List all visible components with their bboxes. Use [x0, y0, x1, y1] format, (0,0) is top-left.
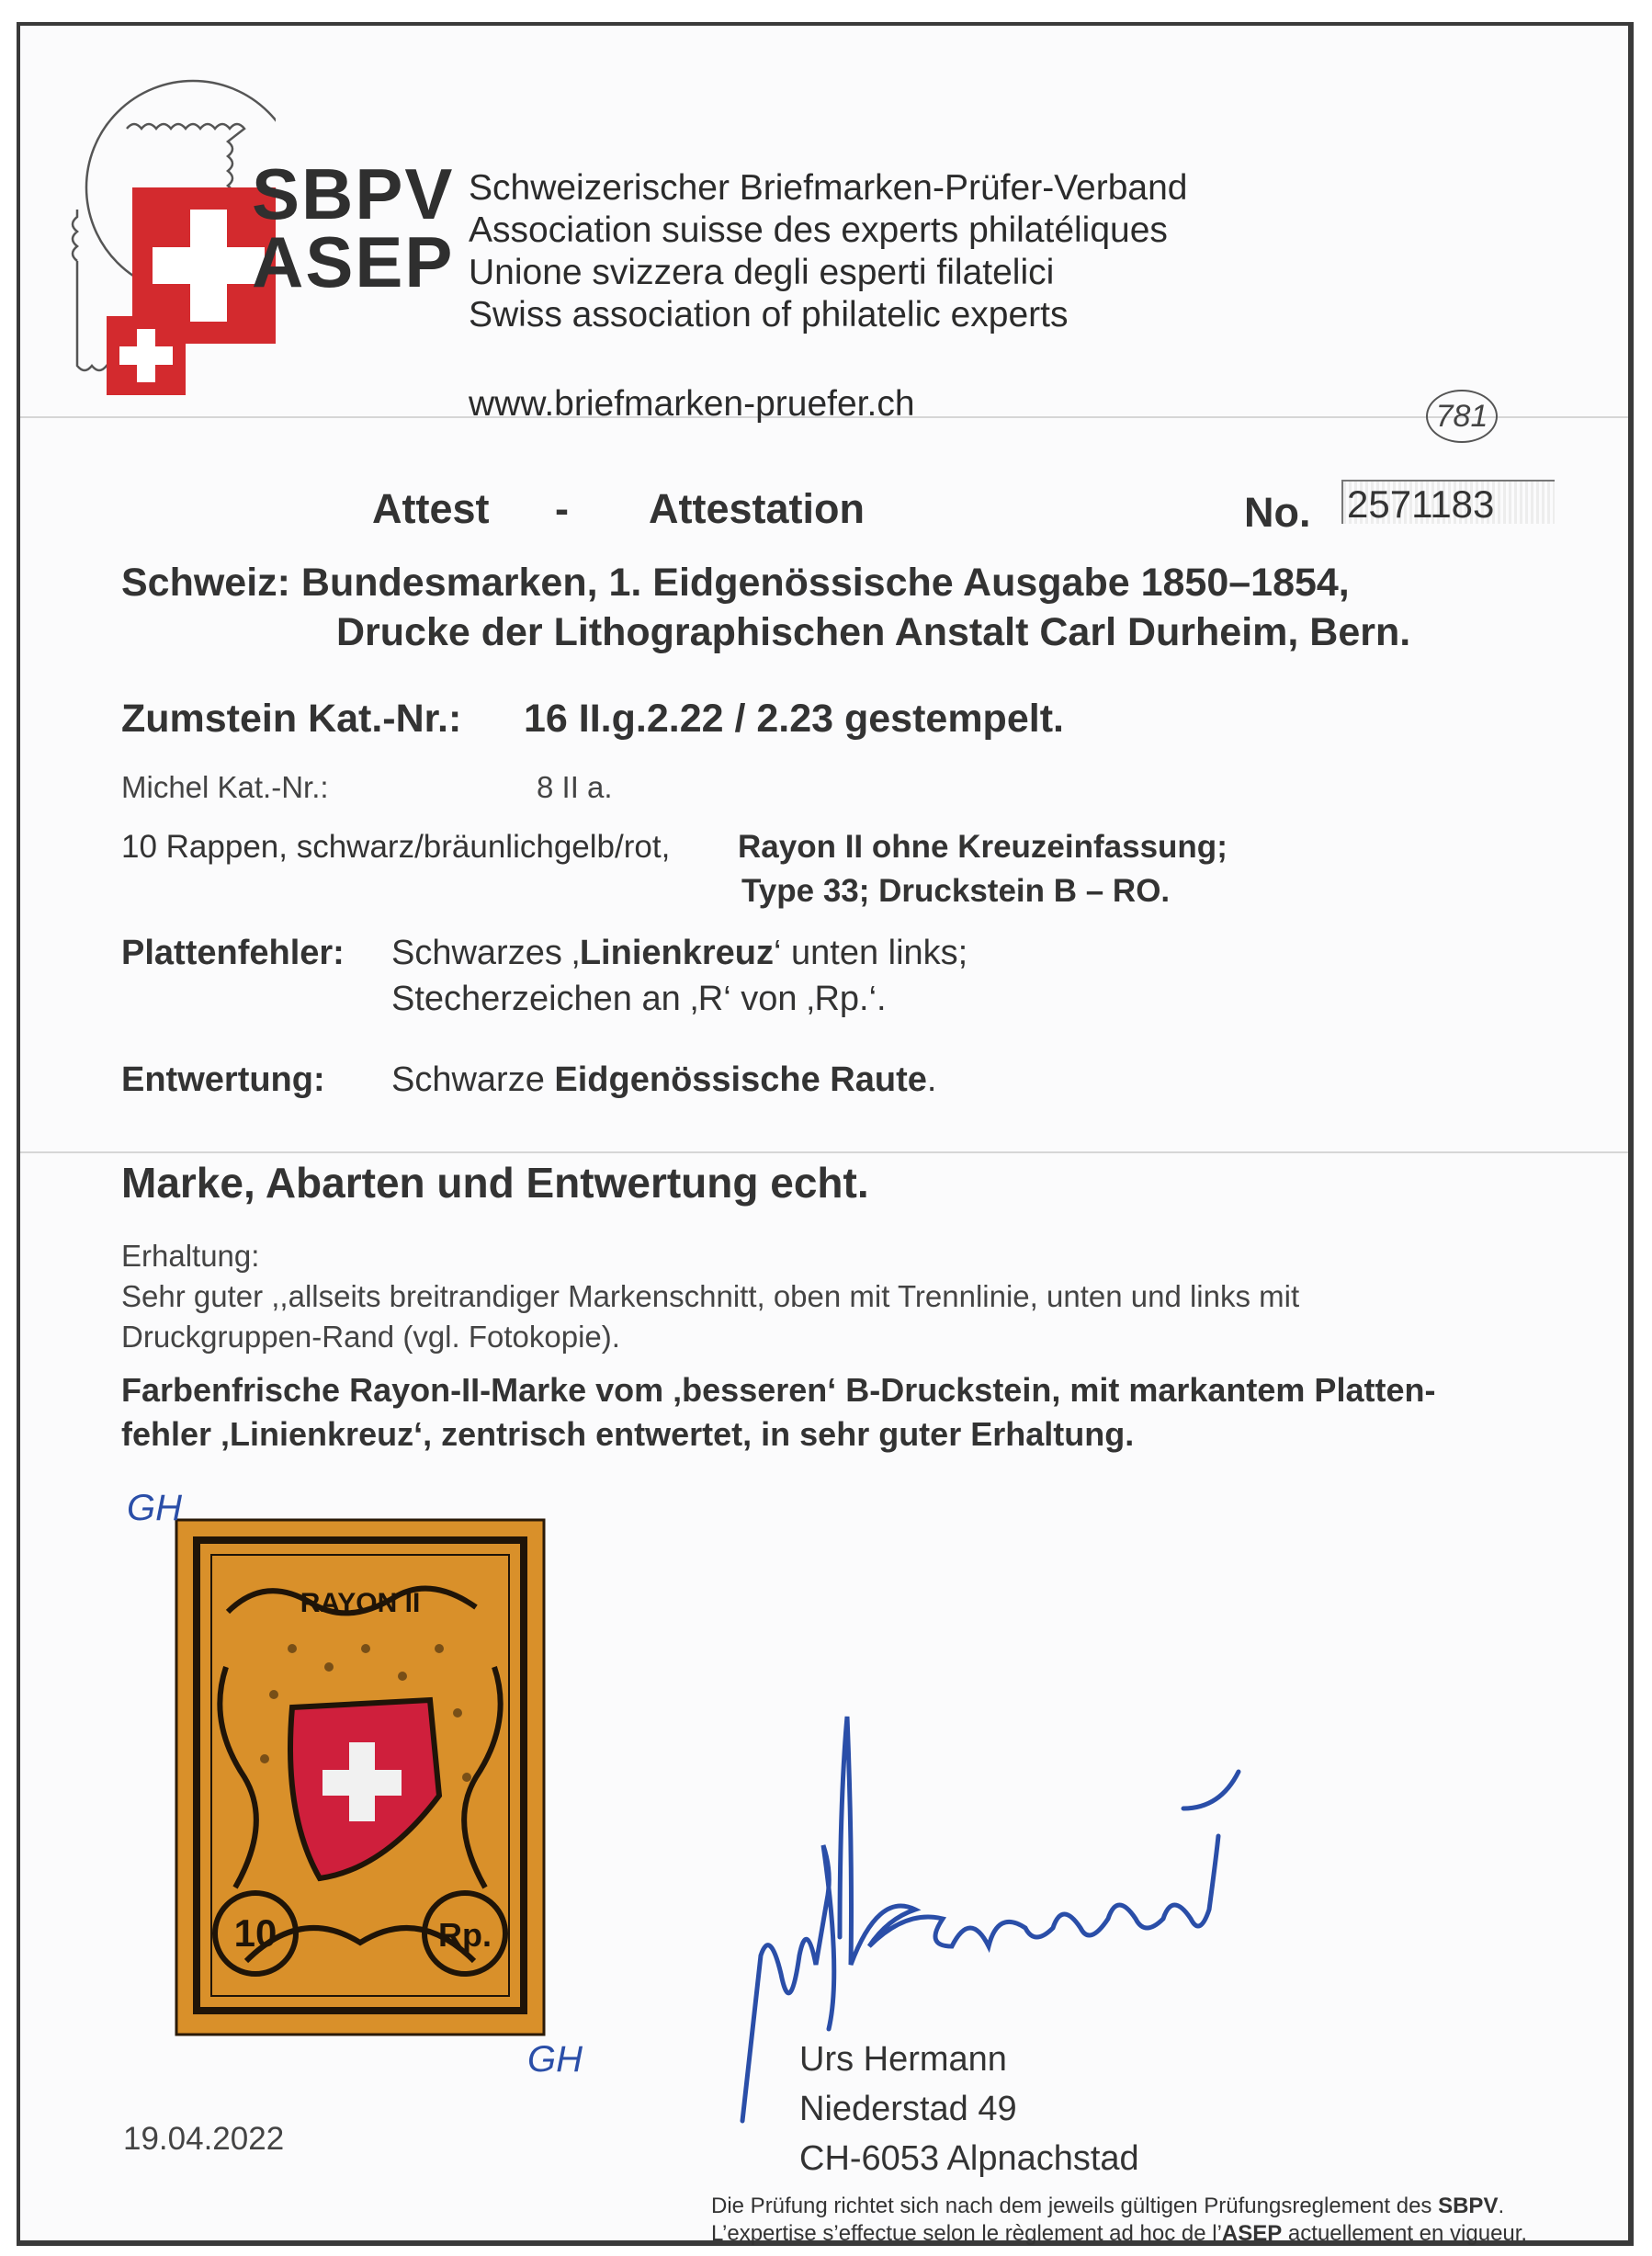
org-name-de: Schweizerischer Briefmarken-Prüfer-Verband: [469, 168, 1188, 208]
footer-line-de: [711, 2193, 1527, 2220]
certificate-page: [17, 22, 1634, 2246]
verdict-text: Marke, Abarten und Entwertung echt.: [121, 1159, 869, 1207]
plate-flaws-text: Schwarzes ‚: [391, 934, 580, 972]
michel-value: 8 II a.: [537, 770, 613, 804]
heading-line1: Schweiz: Bundesmarken, 1. Eidgenössische Ausgabe 1850–1854,: [121, 561, 1350, 605]
org-name-en: Swiss association of philatelic experts: [469, 295, 1069, 334]
plate-flaws-label: Plattenfehler:: [121, 934, 345, 972]
logo-text-sbpv: SBPV: [252, 153, 455, 234]
zumstein-value: 16 II.g.2.22 / 2.23 gestempelt.: [524, 697, 1064, 741]
certificate-date: 19.04.2022: [123, 2121, 285, 2157]
footer-fr-text: L’expertise s’effectue selon le règlement ad hoc de l’: [711, 2221, 1222, 2246]
cancellation-text-post: .: [926, 1060, 937, 1099]
guarantee-mark-bottom: GH: [527, 2039, 583, 2080]
signer-name: Urs Hermann: [799, 2040, 1007, 2079]
condition-summary-line1: Farbenfrische Rayon-II-Marke vom ‚besseren‘ B-Druckstein, mit markantem Platten-: [121, 1371, 1436, 1409]
footer-line-fr: [711, 2220, 1527, 2248]
plate-flaws-line2: Stecherzeichen an ‚R‘ von ‚Rp.‘.: [391, 980, 887, 1018]
certificate-number: 2571183: [1341, 480, 1555, 524]
footer-fr-asep: ASEP: [1221, 2221, 1283, 2246]
cancellation-text: [391, 1060, 936, 1100]
signer-street: Niederstad 49: [799, 2090, 1017, 2128]
website-link[interactable]: www.briefmarken-pruefer.ch: [469, 384, 915, 424]
org-name-fr: Association suisse des experts philatéliques: [469, 210, 1168, 250]
fold-line: [20, 1151, 1628, 1153]
type-text: Type 33; Druckstein B – RO.: [741, 873, 1171, 909]
condition-label: Erhaltung:: [121, 1239, 260, 1273]
cancellation-label: Entwertung:: [121, 1060, 325, 1099]
zumstein-label: Zumstein Kat.-Nr.:: [121, 697, 462, 741]
footer-fr-end: actuellement en vigueur.: [1282, 2221, 1528, 2246]
logo-text-asep: ASEP: [252, 221, 455, 302]
condition-line2: Druckgruppen-Rand (vgl. Fotokopie).: [121, 1320, 620, 1354]
footer-de-end: .: [1498, 2194, 1505, 2218]
footer-de-sbpv: SBPV: [1438, 2194, 1499, 2218]
stamp-photo: [108, 1483, 623, 2080]
stamp-unit-text: Rp.: [438, 1916, 492, 1954]
heading-line2: Drucke der Lithographischen Anstalt Carl Durheim, Bern.: [336, 610, 1411, 654]
handwritten-circled-mark: 781: [1426, 390, 1498, 443]
michel-label: Michel Kat.-Nr.:: [121, 770, 329, 804]
denomination-text: 10 Rappen, schwarz/bräunlichgelb/rot,: [121, 829, 671, 865]
rayon-text: Rayon II ohne Kreuzeinfassung;: [738, 829, 1228, 865]
title-attestation: Attestation: [649, 485, 865, 532]
cancellation-text-pre: Schwarze: [391, 1060, 555, 1099]
title-dash: -: [555, 485, 569, 532]
stamp-rayon-text: RAYON II: [300, 1588, 421, 1618]
condition-summary-line2: fehler ‚Linienkreuz‘, zentrisch entwertet, in sehr guter Erhaltung.: [121, 1415, 1135, 1453]
guarantee-mark-top: GH: [127, 1488, 182, 1528]
title-attest: Attest: [372, 485, 490, 532]
condition-line1: Sehr guter ,,allseits breitrandiger Markenschnitt, oben mit Trennlinie, unten und links mit: [121, 1279, 1300, 1313]
signer-address: [799, 2035, 1139, 2183]
stamp-value-text: 10: [233, 1911, 277, 1955]
sbpv-logo-emblem: [55, 62, 276, 425]
signer-city: CH-6053 Alpnachstad: [799, 2139, 1139, 2178]
footer-note: [711, 2193, 1527, 2248]
cancellation-emphasis: Eidgenössische Raute: [554, 1060, 927, 1099]
footer-de-text: Die Prüfung richtet sich nach dem jeweils gültigen Prüfungsreglement des: [711, 2194, 1439, 2218]
plate-flaws-emphasis: Linienkreuz: [579, 934, 774, 972]
plate-flaws-line1: [391, 934, 967, 973]
plate-flaws-text: ‘ unten links;: [774, 934, 968, 972]
org-name-it: Unione svizzera degli esperti filatelici: [469, 253, 1055, 292]
number-label: No.: [1244, 489, 1311, 536]
org-names: [469, 167, 1187, 336]
